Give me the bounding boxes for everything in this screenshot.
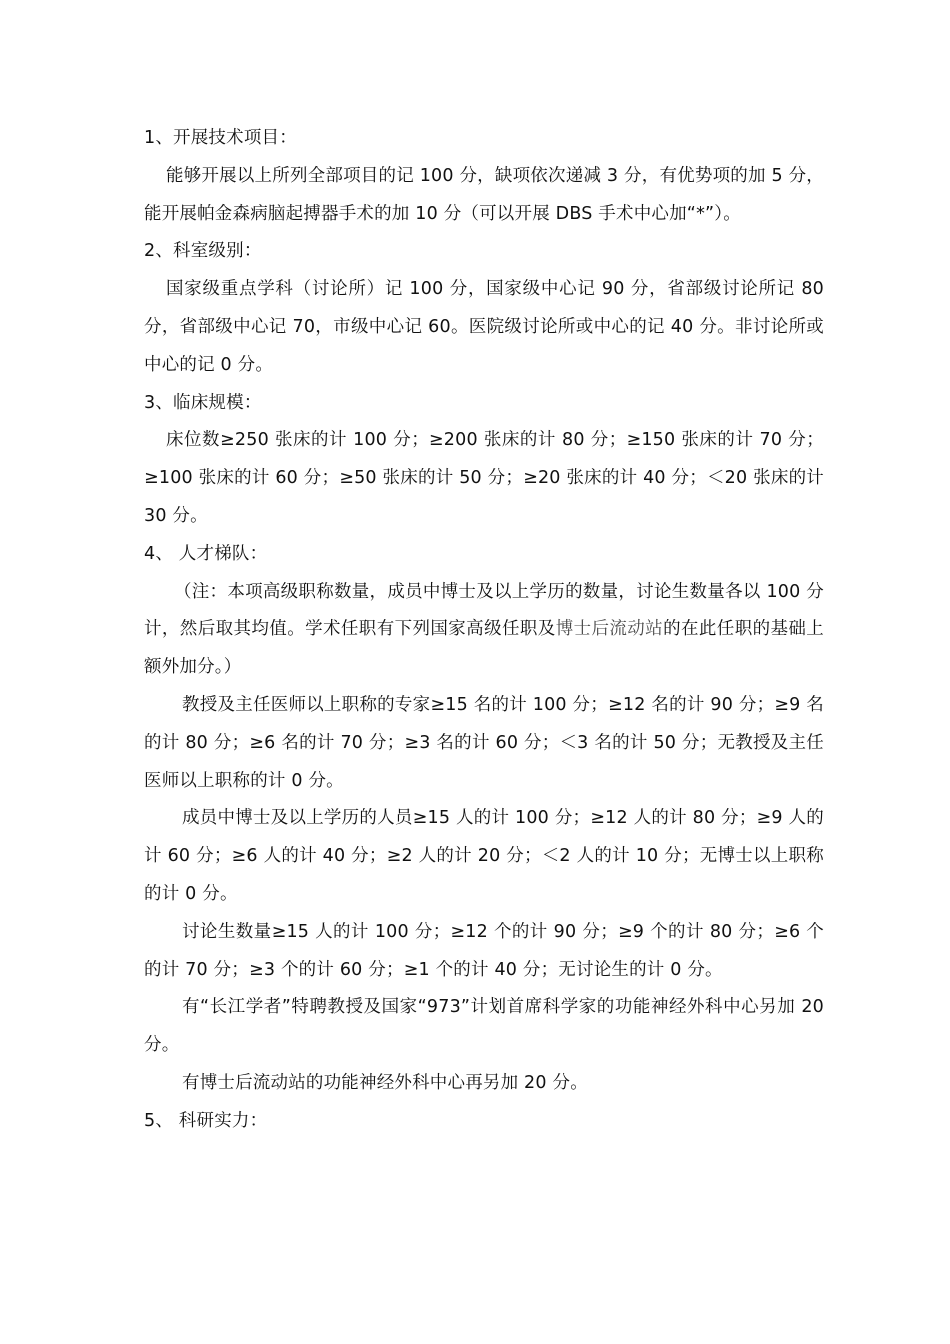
note-text-before: （注：本项高级职称数量，成员中博士及以上学历的数量，讨论生数量各以 100 分计，然后取其均值。学术任职有下列国家高级任职及 (144, 581, 824, 640)
section-heading-2: 2、科室级别： (144, 241, 262, 262)
section-4-paragraph-postdoc: 有博士后流动站的功能神经外科中心再另加 20 分。 (182, 1072, 588, 1093)
note-text-after: 的在此任职的基础上额外加分。） (144, 619, 824, 678)
section-2-paragraph: 国家级重点学科（讨论所）记 100 分，国家级中心记 90 分，省部级讨论所记 80 分，省部级中心记 70，市级中心记 60。医院级讨论所或中心的记 40 分。非讨论所或中心的记 0 分。 (144, 279, 824, 375)
section-heading-3: 3、临床规模： (144, 392, 262, 413)
postdoc-station-link[interactable]: 博士后流动站 (555, 619, 664, 640)
section-4-paragraph-doctorates: 成员中博士及以上学历的人员≥15 人的计 100 分；≥12 人的计 80 分；≥9 人的计 60 分；≥6 人的计 40 分；≥2 人的计 20 分；＜2 人的计 10 分；无博士以上职称的计 0 分。 (144, 808, 824, 904)
section-1-paragraph: 能够开展以上所列全部项目的记 100 分，缺项依次递减 3 分，有优势项的加 5 分，能开展帕金森病脑起搏器手术的加 10 分（可以开展 DBS 手术中心加“*”）。 (144, 165, 824, 224)
section-heading-1: 1、开展技术项目： (144, 128, 297, 148)
section-heading-5: 5、 科研实力： (144, 1110, 268, 1131)
section-3-paragraph: 床位数≥250 张床的计 100 分；≥200 张床的计 80 分；≥150 张床的计 70 分；≥100 张床的计 60 分；≥50 张床的计 50 分；≥20 张床的计 40 分；＜20 张床的计 30 分。 (144, 430, 824, 526)
section-4-paragraph-professors: 教授及主任医师以上职称的专家≥15 名的计 100 分；≥12 名的计 90 分；≥9 名的计 80 分；≥6 名的计 70 分；≥3 名的计 60 分；＜3 名的计 50 分；无教授及主任医师以上职称的计 0 分。 (144, 694, 824, 791)
section-4-paragraph-students: 讨论生数量≥15 人的计 100 分；≥12 个的计 90 分；≥9 个的计 80 分；≥6 个的计 70 分；≥3 个的计 60 分；≥1 个的计 40 分；无讨论生的计 0 分。 (144, 921, 824, 980)
section-heading-4: 4、 人才梯队： (144, 543, 268, 564)
section-4-note (144, 574, 824, 687)
document-body (144, 120, 824, 1141)
section-4-paragraph-scholars: 有“长江学者”特聘教授及国家“973”计划首席科学家的功能神经外科中心另加 20 分。 (144, 997, 824, 1056)
